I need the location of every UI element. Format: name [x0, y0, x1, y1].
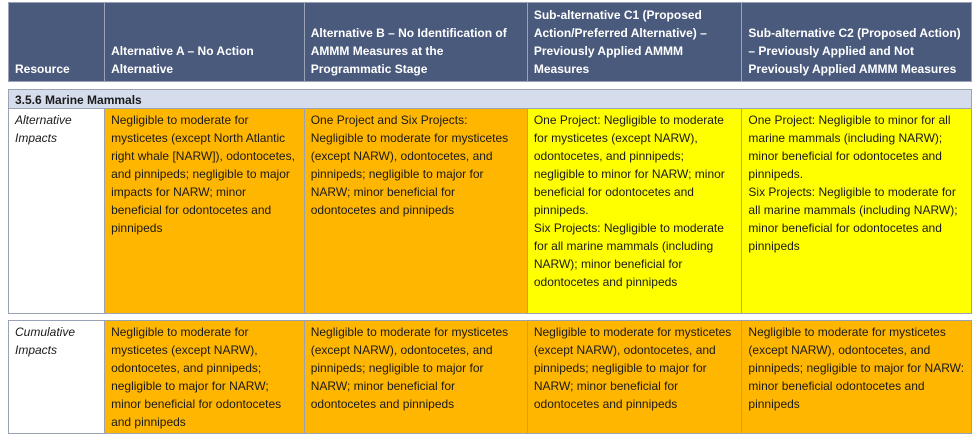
cell-alternative-b: One Project and Six Projects: Negligible to moderate for mysticetes (except NARW), odontocetes, and pinnipeds; negligible to major for NARW; minor beneficial for odontocetes and pinnipeds	[304, 109, 527, 314]
row-label: Alternative Impacts	[9, 109, 105, 314]
header-alternative-b: Alternative B – No Identification of AMMM Measures at the Programmatic Stage	[304, 3, 527, 82]
c2-one-project: One Project: Negligible to minor for all marine mammals (including NARW); minor beneficial for odontocetes and pinnipeds.	[748, 113, 951, 181]
header-alternative-a: Alternative A – No Action Alternative	[105, 3, 305, 82]
section-title: 3.5.6 Marine Mammals	[9, 90, 972, 111]
cell-sub-alternative-c2	[742, 109, 972, 314]
header-sub-alternative-c1: Sub-alternative C1 (Proposed Action/Preferred Alternative) – Previously Applied AMMM Measures	[527, 3, 742, 82]
table-header	[8, 2, 972, 82]
c2-six-projects: Six Projects: Negligible to moderate for all marine mammals (including NARW); minor beneficial for odontocetes and pinnipeds	[748, 185, 958, 253]
cell-alternative-a: Negligible to moderate for mysticetes (except North Atlantic right whale [NARW]), odontocetes, and pinnipeds; negligible to major impacts for NARW; minor beneficial for odontocetes and pinnipeds	[105, 109, 305, 314]
table-row	[8, 320, 972, 434]
header-sub-alternative-c2: Sub-alternative C2 (Proposed Action) – Previously Applied and Not Previously Applied AMMM Measures	[742, 3, 972, 82]
cell-alternative-a: Negligible to moderate for mysticetes (except NARW), odontocetes, and pinnipeds; negligible to major for NARW; minor beneficial for odontocetes and pinnipeds	[105, 321, 305, 434]
row-label: Cumulative Impacts	[9, 321, 105, 434]
c1-one-project: One Project: Negligible to moderate for mysticetes (except NARW), odontocetes, and pinnipeds; negligible to minor for NARW; minor beneficial for odontocetes and pinnipeds.	[533, 113, 725, 217]
header-resource: Resource	[9, 3, 105, 82]
c1-six-projects: Six Projects: Negligible to moderate for all marine mammals (including NARW); minor beneficial for odontocetes and pinnipeds	[533, 221, 724, 289]
cell-alternative-b: Negligible to moderate for mysticetes (except NARW), odontocetes, and pinnipeds; negligible to major for NARW; minor beneficial for odontocetes and pinnipeds	[304, 321, 527, 434]
table-row	[8, 108, 972, 314]
cell-sub-alternative-c1	[527, 109, 742, 314]
cell-sub-alternative-c1: Negligible to moderate for mysticetes (except NARW), odontocetes, and pinnipeds; negligible to major for NARW; minor beneficial for odontocetes and pinnipeds	[527, 321, 742, 434]
cell-sub-alternative-c2: Negligible to moderate for mysticetes (except NARW), odontocetes, and pinnipeds; negligible to major for NARW: minor beneficial odontocetes and pinnipeds	[742, 321, 972, 434]
